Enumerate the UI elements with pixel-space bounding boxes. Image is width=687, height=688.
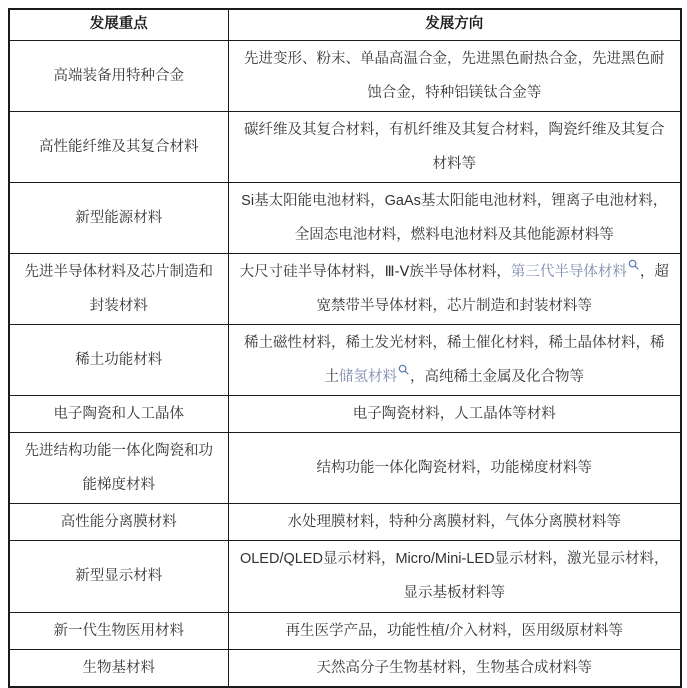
term-link[interactable]: 储氢材料 xyxy=(339,369,397,386)
focus-cell: 新型能源材料 xyxy=(9,182,228,253)
direction-cell: 天然高分子生物基材料，生物基合成材料等 xyxy=(228,649,681,687)
table-row xyxy=(9,396,681,433)
direction-text: ，超宽禁带半导体材料，芯片制造和封装材料等 xyxy=(316,263,669,314)
focus-cell: 先进结构功能一体化陶瓷和功能梯度材料 xyxy=(9,433,228,504)
focus-cell: 稀土功能材料 xyxy=(9,325,228,396)
term-link[interactable]: 第三代半导体材料 xyxy=(510,263,627,280)
table-row xyxy=(9,325,681,396)
direction-cell: OLED/QLED显示材料，Micro/Mini-LED显示材料，激光显示材料，显示基板材料等 xyxy=(228,541,681,612)
focus-cell: 先进半导体材料及芯片制造和封装材料 xyxy=(9,253,228,324)
focus-cell: 高性能纤维及其复合材料 xyxy=(9,111,228,182)
direction-text: 稀土磁性材料，稀土发光材料，稀土催化材料，稀土晶体材料，稀土 xyxy=(244,335,665,386)
direction-cell: 电子陶瓷材料，人工晶体等材料 xyxy=(228,396,681,433)
header-row xyxy=(9,9,681,40)
direction-cell: Si基太阳能电池材料，GaAs基太阳能电池材料，锂离子电池材料，全固态电池材料，燃料电池材料及其他能源材料等 xyxy=(228,182,681,253)
direction-cell: 结构功能一体化陶瓷材料，功能梯度材料等 xyxy=(228,433,681,504)
table-row xyxy=(9,433,681,504)
focus-cell: 电子陶瓷和人工晶体 xyxy=(9,396,228,433)
direction-cell xyxy=(228,325,681,396)
focus-cell: 生物基材料 xyxy=(9,649,228,687)
direction-text: 大尺寸硅半导体材料，Ⅲ-Ⅴ族半导体材料， xyxy=(239,263,511,280)
direction-cell: 碳纤维及其复合材料，有机纤维及其复合材料，陶瓷纤维及其复合材料等 xyxy=(228,111,681,182)
focus-cell: 高端装备用特种合金 xyxy=(9,40,228,111)
table-row xyxy=(9,612,681,649)
table-row xyxy=(9,182,681,253)
table-row xyxy=(9,649,681,687)
focus-cell: 新一代生物医用材料 xyxy=(9,612,228,649)
table-row xyxy=(9,541,681,612)
focus-cell: 新型显示材料 xyxy=(9,541,228,612)
header-direction: 发展方向 xyxy=(228,9,681,40)
direction-cell xyxy=(228,253,681,324)
direction-cell: 再生医学产品，功能性植/介入材料，医用级原材料等 xyxy=(228,612,681,649)
table-row xyxy=(9,504,681,541)
table-row xyxy=(9,40,681,111)
direction-cell: 水处理膜材料，特种分离膜材料，气体分离膜材料等 xyxy=(228,504,681,541)
table-row xyxy=(9,111,681,182)
table-row xyxy=(9,253,681,324)
table-body xyxy=(9,40,681,687)
header-focus: 发展重点 xyxy=(9,9,228,40)
direction-text: ，高纯稀土金属及化合物等 xyxy=(410,369,584,386)
focus-cell: 高性能分离膜材料 xyxy=(9,504,228,541)
search-icon[interactable] xyxy=(398,364,409,375)
search-icon[interactable] xyxy=(628,259,639,270)
direction-cell: 先进变形、粉末、单晶高温合金，先进黑色耐热合金，先进黑色耐蚀合金，特种铝镁钛合金等 xyxy=(228,40,681,111)
development-table xyxy=(8,8,682,688)
